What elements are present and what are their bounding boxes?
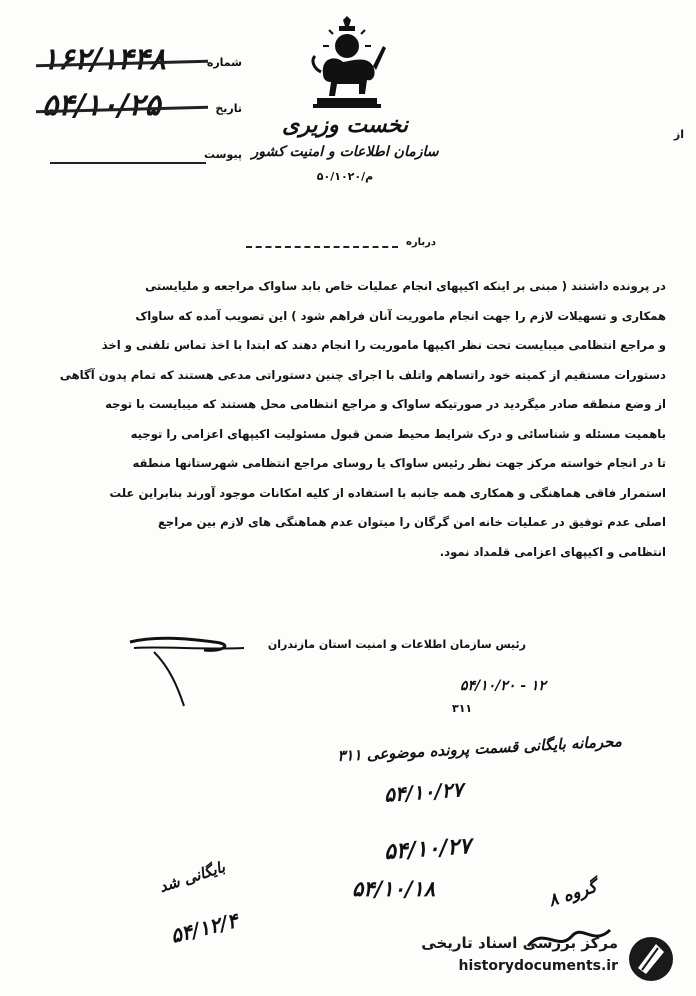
meta-attachment-row bbox=[20, 132, 250, 178]
number-label: شماره bbox=[206, 56, 242, 69]
body-line: باهمیت مسئله و شناسائی و درک شرایط محیط ضمن قبول مسئولیت اکیپهای اعزامی را توجیه bbox=[130, 426, 666, 441]
ministry-name: نخست وزیری bbox=[282, 112, 408, 138]
attachment-rule bbox=[50, 162, 206, 164]
handwritten-date: ۵۴/۱۰/۲۷ bbox=[383, 832, 472, 866]
subject-line bbox=[246, 237, 436, 257]
watermark-title: مرکز بررسی اسناد تاریخی bbox=[421, 934, 618, 952]
body-line: تا در انجام خواسته مرکز جهت نظر رئیس ساواک یا روسای مراجع انتظامی شهرستانها منطقه bbox=[132, 456, 666, 470]
body-line: استمرار فاقی هماهنگی و همکاری همه جانبه با استفاده از کلیه امکانات موجود آورند بنابراین علت bbox=[109, 485, 666, 500]
body-line: همکاری و تسهیلات لازم را جهت انجام ماموریت آنان فراهم شود ) این تصویب آمده که ساواک bbox=[135, 308, 666, 323]
watermark-logo-icon bbox=[626, 934, 676, 984]
subject-dashed-line bbox=[246, 246, 398, 248]
handwritten-date: ۵۴/۱۲/۴ bbox=[168, 908, 241, 948]
watermark-url: historydocuments.ir bbox=[458, 958, 618, 974]
handwritten-date: ۵۴/۱۰/۱۸ bbox=[352, 876, 436, 901]
attachment-label: پیوست bbox=[204, 148, 242, 161]
body-line: در پرونده داشتند ( مبنی بر اینکه اکیپهای انجام عملیات خاص بابد ساواک مراجعه و ملیایستی bbox=[145, 279, 666, 293]
ministry-heading bbox=[250, 112, 440, 183]
meta-number-row bbox=[20, 40, 250, 86]
meta-date-row bbox=[20, 86, 250, 132]
date-label: تاریخ bbox=[215, 102, 242, 115]
signature-scrawl bbox=[114, 628, 314, 708]
lion-and-sun-emblem bbox=[303, 16, 391, 108]
body-line: اصلی عدم توفیق در عملیات خانه امن گرگان را میتوان عدم هماهنگی های لازم بین مراجع bbox=[157, 515, 666, 529]
handwritten-filed-note: بایگانی شد bbox=[156, 857, 228, 897]
handwritten-archive-note: محرمانه بایگانی قسمت پرونده موضوعی ۳۱۱ bbox=[336, 732, 623, 766]
handwritten-date: ۵۴/۱۰/۲۷ bbox=[383, 777, 464, 807]
subject-label: درباره bbox=[405, 237, 436, 248]
handwritten-reference-code: ۳۱۱ bbox=[452, 702, 473, 715]
body-line: از وضع منطقه صادر میگردید در صورتیکه ساواک و مراجع انتظامی محل هستند که میبایست با توجه bbox=[105, 397, 666, 411]
handwritten-group-note: گروه ۸ bbox=[546, 876, 600, 912]
handwritten-reference: ۵۴/۱۰/۲۰ - ۱۲ bbox=[460, 678, 546, 694]
from-label: از bbox=[673, 128, 684, 141]
document-number: ۱۶۲/۱۴۴۸ bbox=[42, 42, 166, 77]
body-line: دستورات مستقیم از کمیته خود راتساهم واتلف با اجرای چنین دستوراتی مدعی هستند که تمام پدون آگاهی bbox=[59, 367, 666, 382]
body-line: و مراجع انتظامی میبایست تحت نظر اکیپها ماموریت را انجام دهند که ابتدا با اخذ تماس تلفنی و اخذ bbox=[101, 338, 666, 352]
watermark bbox=[408, 932, 690, 990]
letter-body bbox=[28, 272, 666, 567]
organization-name: سازمان اطلاعات و امنیت کشور bbox=[251, 144, 439, 160]
signatory-title: رئیس سازمان اطلاعات و امنیت استان مازندران bbox=[267, 638, 526, 651]
document-meta bbox=[20, 40, 250, 178]
department-code: م/۵۰/۱۰۲۰ bbox=[316, 170, 374, 183]
document-date: ۵۴/۱۰/۲۵ bbox=[42, 88, 161, 123]
body-line: انتظامی و اکیپهای اعزامی قلمداد نمود. bbox=[439, 544, 666, 559]
